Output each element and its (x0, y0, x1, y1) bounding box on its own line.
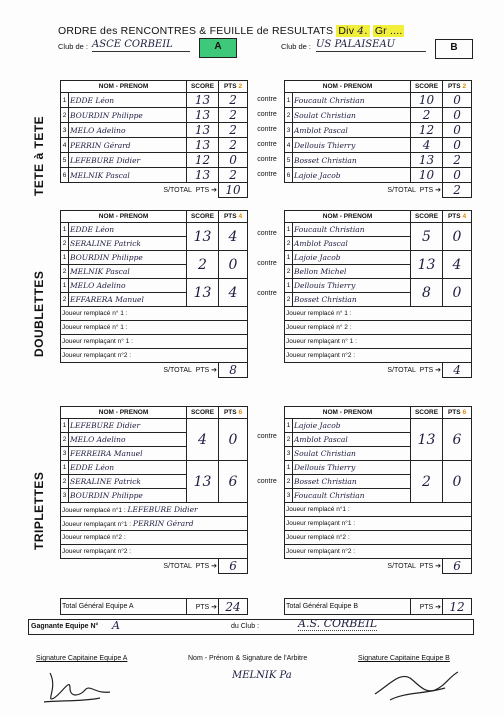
contre-label: contre (257, 230, 277, 237)
player-points: 2 (219, 123, 248, 138)
player-number: 6 (61, 168, 69, 183)
doub-b-repl2: Joueur remplacé n° 2 : (285, 321, 472, 335)
team-score: 13 (187, 223, 219, 251)
player-name: MELO Adelino (69, 279, 187, 293)
signature-captain-a (40, 668, 130, 708)
winner-club: A.S. CORBEIL (298, 617, 378, 630)
col-pts: PTS 6 (219, 407, 248, 419)
team-score: 8 (411, 279, 443, 307)
sheet-title: ORDRE des RENCONTRES & FEUILLE de RESULTATS Div 4. Gr .... (58, 25, 403, 37)
player-number: 3 (285, 123, 293, 138)
player-number: 3 (285, 447, 293, 461)
col-pts: PTS 4 (443, 211, 472, 223)
contre-label: contre (257, 260, 277, 267)
doub-row (61, 251, 248, 265)
player-name: Dellouis Thierry (293, 279, 411, 293)
team-points: 4 (219, 279, 248, 307)
tat-row (61, 138, 248, 153)
player-name: Bosset Christian (293, 475, 411, 489)
col-score: SCORE (411, 81, 443, 93)
player-number: 3 (61, 447, 69, 461)
player-number: 1 (285, 251, 293, 265)
player-name: FERREIRA Manuel (69, 447, 187, 461)
tat-row (61, 168, 248, 183)
club-b-label: Club de : (281, 42, 312, 51)
player-points: 2 (219, 108, 248, 123)
player-number: 3 (61, 489, 69, 503)
player-number: 1 (285, 419, 293, 433)
triplettes-table-b: NOM - PRENOM SCORE PTS 6 1 Lajoie Jacob 13 6 2 Amblot Pascal 3 Soulat Christian 1 Dellouis Thierry 2 0 2 Bosset Christian 3 Foucault Christian Joueur remplacé n°1 : Joueur remplaçant n°1 : Joueur remplacé n°2 : Joueur remplaçant n°2 : S/TOTAL PTS ➔ 6 (284, 406, 472, 574)
player-points: 0 (443, 168, 472, 183)
tat-row (285, 123, 472, 138)
team-score: 5 (411, 223, 443, 251)
winner-value: A (112, 619, 120, 632)
tat-total-a: 10 (219, 183, 248, 198)
trip-total-a: 6 (219, 559, 248, 574)
contre-label: contre (257, 433, 277, 440)
player-number: 1 (61, 461, 69, 475)
player-score: 4 (411, 138, 443, 153)
player-number: 2 (285, 237, 293, 251)
team-points: 0 (219, 419, 248, 461)
col-nom: NOM - PRENOM (61, 211, 187, 223)
player-number: 1 (285, 461, 293, 475)
player-name: MELNIK Pascal (69, 265, 187, 279)
player-score: 10 (411, 168, 443, 183)
player-number: 2 (285, 293, 293, 307)
team-points: 6 (219, 461, 248, 503)
doub-row (61, 279, 248, 293)
player-number: 6 (285, 168, 293, 183)
doub-row (285, 223, 472, 237)
team-b-box: B (435, 39, 473, 59)
player-name: Dellouis Thierry (293, 461, 411, 475)
player-name: LEFEBURE Didier (69, 153, 187, 168)
trip-a-repl2: Joueur remplacé n°2 : (61, 531, 248, 545)
player-number: 2 (285, 265, 293, 279)
tat-total-b: 2 (443, 183, 472, 198)
team-points: 4 (219, 223, 248, 251)
contre-label: contre (257, 96, 277, 103)
doub-b-repl1: Joueur remplacé n° 1 : (285, 307, 472, 321)
grand-total-b-label: Total Général Equipe B (285, 599, 411, 615)
player-score: 12 (411, 123, 443, 138)
team-a-box: A (199, 38, 237, 58)
team-score: 13 (411, 419, 443, 461)
doub-b-rep1: Joueur remplaçant n° 1 : (285, 335, 472, 349)
player-points: 0 (443, 123, 472, 138)
doub-a-rep1: Joueur remplaçant n° 1 : (61, 335, 248, 349)
player-name: MELO Adelino (69, 123, 187, 138)
player-number: 4 (61, 138, 69, 153)
tete-a-tete-table-a: NOM - PRENOM SCORE PTS 2 1 EDDE Léon 13 2 2 BOURDIN Philippe 13 2 3 MELO Adelino 13 2 4 PERRIN Gérard 13 2 5 LEFEBURE Didier 12 0 6 MELNIK Pascal 13 2 S/TOTAL PTS ➔ 10 (60, 80, 248, 198)
contre-label: contre (257, 156, 277, 163)
signature-captain-b-label: Signature Capitaine Equipe B (358, 655, 450, 662)
player-points: 0 (443, 93, 472, 108)
player-number: 2 (285, 108, 293, 123)
section-label-doublettes: DOUBLETTES (32, 270, 46, 357)
player-name: BOURDIN Philippe (69, 489, 187, 503)
contre-label: contre (257, 126, 277, 133)
division-box: Div 4. (338, 25, 368, 37)
player-score: 13 (187, 123, 219, 138)
team-score: 4 (187, 419, 219, 461)
team-score: 13 (187, 461, 219, 503)
player-number: 2 (61, 293, 69, 307)
player-number: 2 (285, 475, 293, 489)
group-box: Gr .... (374, 25, 403, 37)
player-number: 1 (61, 93, 69, 108)
doub-a-repl2: Joueur remplacé n° 1 : (61, 321, 248, 335)
signature-captain-b (370, 664, 465, 706)
player-name: EDDE Léon (69, 461, 187, 475)
player-name: SERALINE Patrick (69, 475, 187, 489)
trip-a-repl1: Joueur remplacé n°1 : LEFEBURE Didier (61, 503, 248, 517)
contre-label: contre (257, 478, 277, 485)
doub-row (285, 251, 472, 265)
col-pts: PTS 4 (219, 211, 248, 223)
doub-total-b: 4 (443, 363, 472, 378)
player-number: 2 (61, 237, 69, 251)
col-score: SCORE (187, 211, 219, 223)
club-a-name: ASCE CORBEIL (92, 39, 190, 52)
player-name: Amblot Pascal (293, 123, 411, 138)
winner-du-club: du Club : (231, 623, 260, 630)
col-nom: NOM - PRENOM (61, 81, 187, 93)
player-name: PERRIN Gérard (69, 138, 187, 153)
team-score: 2 (187, 251, 219, 279)
col-nom: NOM - PRENOM (61, 407, 187, 419)
tete-a-tete-table-b: NOM - PRENOM SCORE PTS 2 1 Foucault Christian 10 0 2 Soulat Christian 2 0 3 Amblot Pascal 12 0 4 Dellouis Thierry 4 0 5 Bosset Christian 13 2 6 Lajoie Jacob 10 0 S/TOTAL PTS ➔ 2 (284, 80, 472, 198)
player-points: 2 (219, 168, 248, 183)
player-points: 2 (219, 138, 248, 153)
player-name: Soulat Christian (293, 108, 411, 123)
tat-row (285, 93, 472, 108)
col-pts: PTS 2 (443, 81, 472, 93)
player-number: 1 (285, 279, 293, 293)
tat-row (61, 123, 248, 138)
player-number: 1 (285, 223, 293, 237)
player-score: 13 (187, 108, 219, 123)
player-number: 2 (61, 265, 69, 279)
player-name: Dellouis Thierry (293, 138, 411, 153)
player-score: 10 (411, 93, 443, 108)
player-number: 4 (285, 138, 293, 153)
col-score: SCORE (411, 407, 443, 419)
col-nom: NOM - PRENOM (285, 407, 411, 419)
referee-name: MELNIK Pa (232, 670, 292, 681)
player-number: 2 (61, 433, 69, 447)
player-number: 1 (61, 251, 69, 265)
player-name: Soulat Christian (293, 447, 411, 461)
section-label-triplettes: TRIPLETTES (32, 471, 46, 550)
player-number: 1 (61, 223, 69, 237)
trip-b-rep2: Joueur remplaçant n°2 : (285, 545, 472, 559)
tat-row (285, 153, 472, 168)
player-number: 2 (61, 108, 69, 123)
player-number: 5 (285, 153, 293, 168)
tat-row (61, 153, 248, 168)
col-score: SCORE (411, 211, 443, 223)
player-name: BOURDIN Philippe (69, 251, 187, 265)
player-name: Amblot Pascal (293, 237, 411, 251)
trip-total-b: 6 (443, 559, 472, 574)
doublettes-table-b: NOM - PRENOM SCORE PTS 4 1 Foucault Christian 5 0 2 Amblot Pascal 1 Lajoie Jacob 13 4 2 Bellon Michel 1 Dellouis Thierry 8 0 2 Bosset Christian Joueur remplacé n° 1 : Joueur remplacé n° 2 : Joueur remplaçant n° 1 : Joueur remplaçant n°2 : S/TOTAL PTS ➔ 4 (284, 210, 472, 378)
player-name: EFFARERA Manuel (69, 293, 187, 307)
tat-row (61, 93, 248, 108)
section-label-tete-a-tete: TETE à TETE (32, 115, 46, 196)
contre-label: contre (257, 171, 277, 178)
doub-row (61, 223, 248, 237)
doub-a-rep2: Joueur remplaçant n°2 : (61, 349, 248, 363)
player-name: MELNIK Pascal (69, 168, 187, 183)
team-points: 0 (443, 279, 472, 307)
player-number: 2 (285, 433, 293, 447)
tat-row (285, 168, 472, 183)
player-name: Foucault Christian (293, 223, 411, 237)
team-points: 0 (219, 251, 248, 279)
player-name: BOURDIN Philippe (69, 108, 187, 123)
doub-b-rep2: Joueur remplaçant n°2 : (285, 349, 472, 363)
team-score: 2 (411, 461, 443, 503)
player-name: Bosset Christian (293, 153, 411, 168)
player-score: 13 (187, 168, 219, 183)
player-points: 2 (219, 93, 248, 108)
player-number: 1 (285, 93, 293, 108)
grand-total-b-value: 12 (443, 599, 472, 615)
doub-a-repl1: Joueur remplacé n° 1 : (61, 307, 248, 321)
player-number: 2 (61, 475, 69, 489)
club-a-label: Club de : (58, 42, 89, 51)
doub-row (285, 279, 472, 293)
player-score: 13 (411, 153, 443, 168)
team-points: 0 (443, 223, 472, 251)
trip-a-rep1: Joueur remplaçant n°1 : PERRIN Gérard (61, 517, 248, 531)
player-number: 3 (61, 123, 69, 138)
col-score: SCORE (187, 407, 219, 419)
team-score: 13 (187, 279, 219, 307)
trip-row (61, 461, 248, 475)
player-score: 13 (187, 138, 219, 153)
col-pts: PTS 2 (219, 81, 248, 93)
player-number: 1 (61, 279, 69, 293)
grand-total-b-arrow: PTS ➔ (411, 599, 443, 615)
player-points: 0 (219, 153, 248, 168)
tat-row (285, 138, 472, 153)
player-points: 0 (443, 138, 472, 153)
col-nom: NOM - PRENOM (285, 81, 411, 93)
player-score: 2 (411, 108, 443, 123)
grand-total-a-arrow: PTS ➔ (187, 599, 219, 615)
trip-row (61, 419, 248, 433)
grand-total-a-value: 24 (219, 599, 248, 615)
signature-captain-a-label: Signature Capitaine Equipe A (36, 655, 128, 662)
player-name: Lajoie Jacob (293, 168, 411, 183)
player-name: Lajoie Jacob (293, 419, 411, 433)
col-score: SCORE (187, 81, 219, 93)
col-nom: NOM - PRENOM (285, 211, 411, 223)
trip-row (285, 419, 472, 433)
signature-referee-label: Nom - Prénom & Signature de l'Arbitre (188, 655, 308, 662)
team-score: 13 (411, 251, 443, 279)
player-number: 3 (285, 489, 293, 503)
player-score: 13 (187, 93, 219, 108)
club-b-name: US PALAISEAU (316, 39, 426, 52)
player-name: Foucault Christian (293, 489, 411, 503)
triplettes-table-a: NOM - PRENOM SCORE PTS 6 1 LEFEBURE Didier 4 0 2 MELO Adelino 3 FERREIRA Manuel 1 EDDE Léon 13 6 2 SERALINE Patrick 3 BOURDIN Philippe Joueur remplacé n°1 : LEFEBURE Didier Joueur remplaçant n°1 : PERRIN Gérard Joueur remplacé n°2 : Joueur remplaçant n°2 : S/TOTAL PTS ➔ 6 (60, 406, 248, 574)
player-name: MELO Adelino (69, 433, 187, 447)
doub-total-a: 8 (219, 363, 248, 378)
trip-b-repl2: Joueur remplacé n°2 : (285, 531, 472, 545)
player-name: Bosset Christian (293, 293, 411, 307)
team-points: 6 (443, 419, 472, 461)
tat-row (61, 108, 248, 123)
trip-b-rep1: Joueur remplaçant n°1 : (285, 517, 472, 531)
player-name: EDDE Léon (69, 93, 187, 108)
player-name: SERALINE Patrick (69, 237, 187, 251)
col-pts: PTS 6 (443, 407, 472, 419)
tat-row (285, 108, 472, 123)
winner-label: Gagnante Equipe N° (31, 623, 99, 630)
player-name: EDDE Léon (69, 223, 187, 237)
trip-row (285, 461, 472, 475)
player-name: LEFEBURE Didier (69, 419, 187, 433)
team-points: 4 (443, 251, 472, 279)
trip-b-repl1: Joueur remplacé n°1 : (285, 503, 472, 517)
grand-total-a-label: Total Général Equipe A (61, 599, 187, 615)
contre-label: contre (257, 290, 277, 297)
player-number: 5 (61, 153, 69, 168)
grand-total-a (60, 598, 248, 615)
player-number: 1 (61, 419, 69, 433)
grand-total-b (284, 598, 472, 615)
player-score: 12 (187, 153, 219, 168)
player-name: Bellon Michel (293, 265, 411, 279)
contre-label: contre (257, 111, 277, 118)
player-name: Amblot Pascal (293, 433, 411, 447)
contre-label: contre (257, 141, 277, 148)
team-points: 0 (443, 461, 472, 503)
doublettes-table-a: NOM - PRENOM SCORE PTS 4 1 EDDE Léon 13 4 2 SERALINE Patrick 1 BOURDIN Philippe 2 0 2 MELNIK Pascal 1 MELO Adelino 13 4 2 EFFARERA Manuel Joueur remplacé n° 1 : Joueur remplacé n° 1 : Joueur remplaçant n° 1 : Joueur remplaçant n°2 : S/TOTAL PTS ➔ 8 (60, 210, 248, 378)
player-points: 0 (443, 108, 472, 123)
player-points: 2 (443, 153, 472, 168)
trip-a-rep2: Joueur remplaçant n°2 : (61, 545, 248, 559)
player-name: Foucault Christian (293, 93, 411, 108)
player-name: Lajoie Jacob (293, 251, 411, 265)
